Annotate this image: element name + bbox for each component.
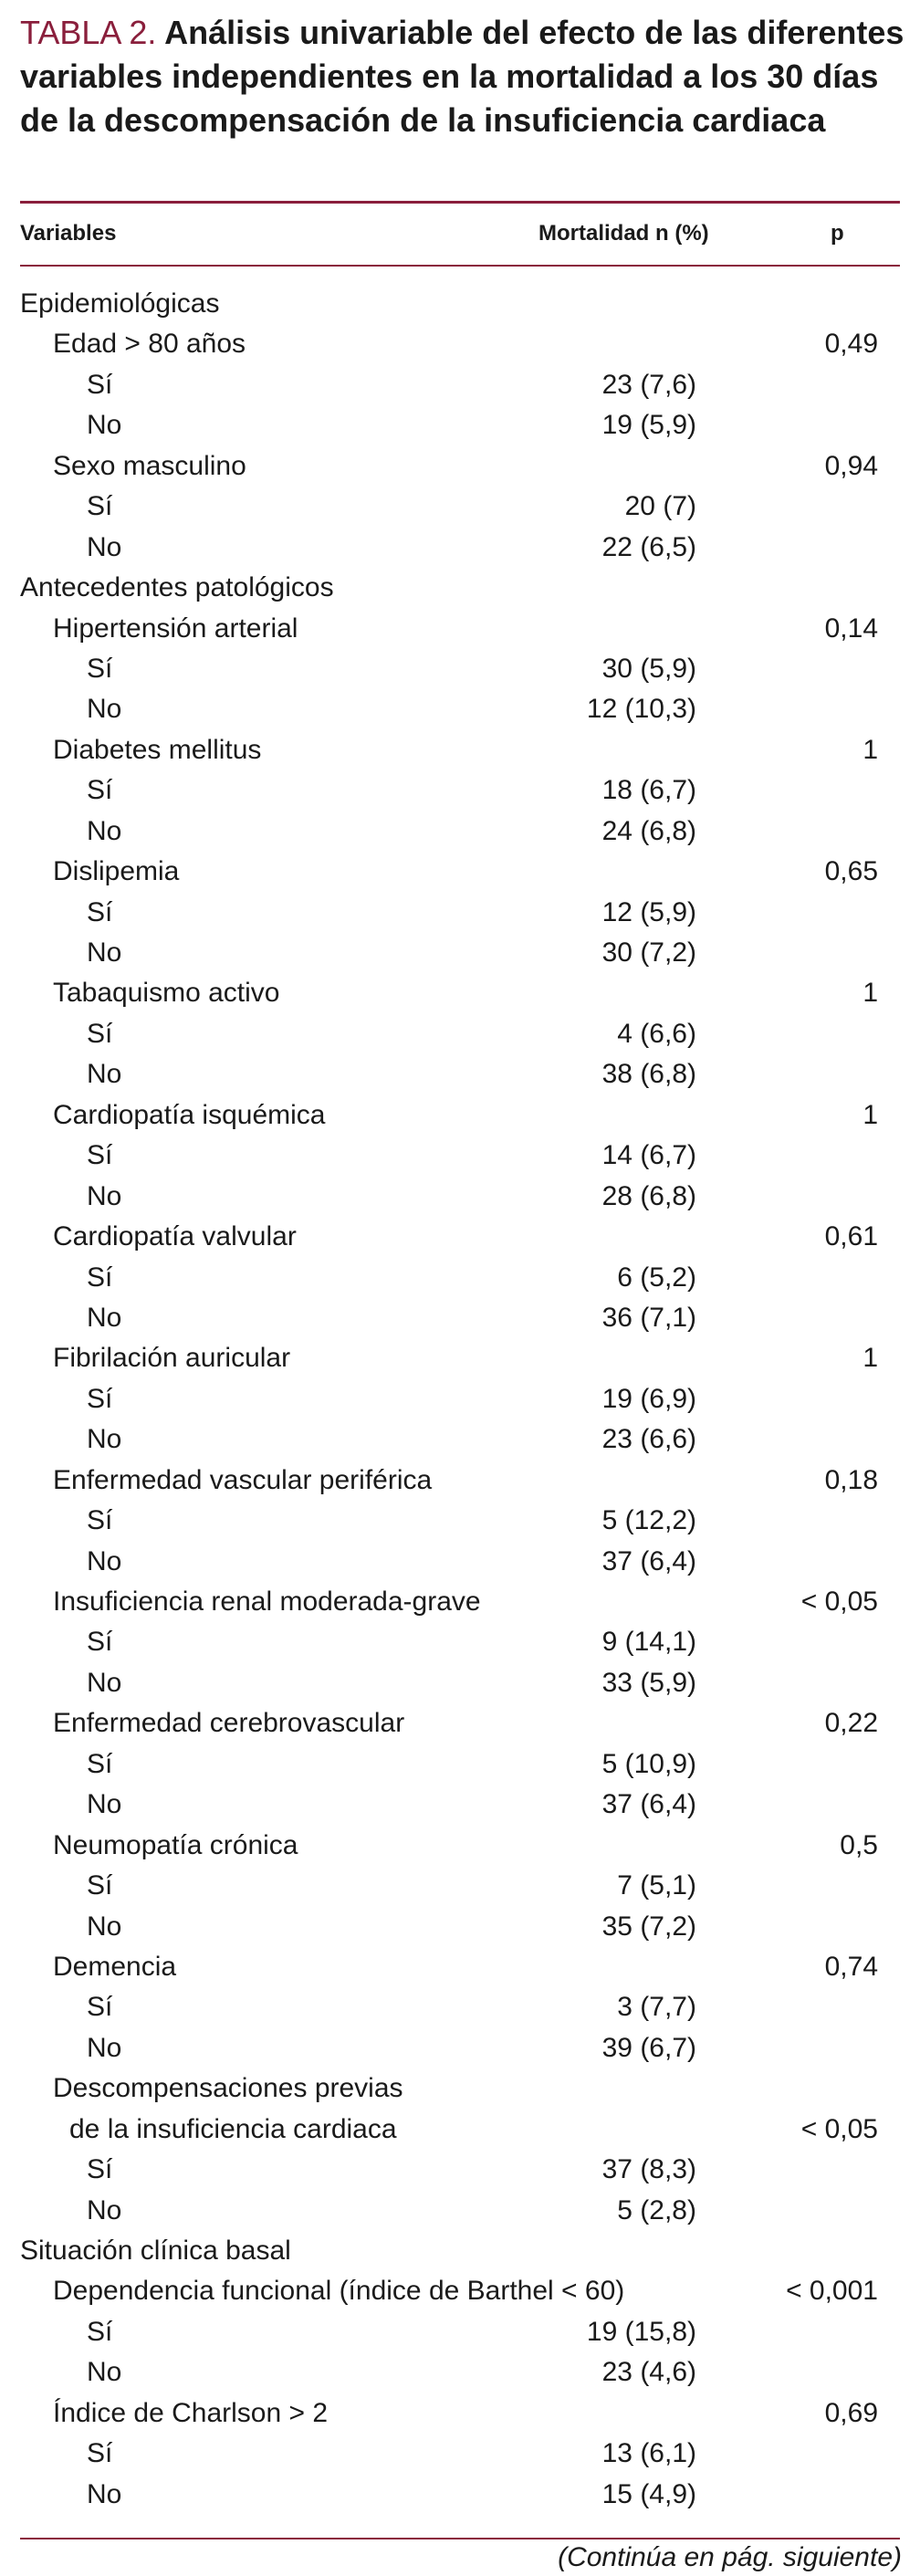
row-label: Sí — [87, 2154, 113, 2185]
row-label: No — [87, 2478, 122, 2509]
row-mortalidad: 37 (8,3) — [601, 2154, 696, 2185]
row-label: Sí — [87, 2438, 113, 2469]
row-p-value: 1 — [862, 978, 878, 1009]
table-row — [0, 1866, 920, 1906]
row-mortalidad: 9 (14,1) — [601, 1627, 696, 1658]
row-label: No — [87, 1302, 122, 1333]
table-row — [0, 1419, 920, 1460]
row-label: Antecedentes patológicos — [20, 572, 334, 603]
row-label: Sí — [87, 1383, 113, 1414]
row-p-value: 0,94 — [824, 450, 878, 481]
row-mortalidad: 19 (5,9) — [601, 410, 696, 441]
table-row — [0, 812, 920, 852]
row-mortalidad: 12 (5,9) — [601, 896, 696, 927]
table-row — [0, 893, 920, 933]
table-row — [0, 1136, 920, 1176]
row-mortalidad: 4 (6,6) — [617, 1018, 696, 1049]
row-label: Índice de Charlson > 2 — [53, 2397, 329, 2428]
row-mortalidad: 18 (6,7) — [601, 775, 696, 806]
table-row — [0, 1703, 920, 1744]
row-p-value: 0,49 — [824, 329, 878, 360]
row-p-value: < 0,001 — [786, 2276, 878, 2307]
row-p-value: 1 — [862, 1343, 878, 1374]
row-p-value: < 0,05 — [800, 1586, 878, 1617]
row-mortalidad: 5 (12,2) — [601, 1505, 696, 1536]
table-row — [0, 568, 920, 608]
table-row — [0, 2028, 920, 2068]
table-row — [0, 1826, 920, 1866]
row-p-value: < 0,05 — [800, 2113, 878, 2144]
row-label: No — [87, 1180, 122, 1211]
table-row — [0, 1987, 920, 2027]
row-label: Sí — [87, 491, 113, 522]
row-label: Sí — [87, 1140, 113, 1171]
table-row — [0, 2475, 920, 2515]
row-mortalidad: 23 (6,6) — [601, 1424, 696, 1455]
row-label: Cardiopatía valvular — [53, 1221, 297, 1252]
row-label: Sexo masculino — [53, 450, 246, 481]
row-label: No — [87, 1424, 122, 1455]
row-label: Sí — [87, 2316, 113, 2347]
table-row — [0, 1582, 920, 1622]
table-row — [0, 1907, 920, 1947]
row-label: Sí — [87, 896, 113, 927]
table-row — [0, 1622, 920, 1662]
table-row — [0, 2191, 920, 2231]
table-row — [0, 770, 920, 811]
table-caption: Análisis univariable del efecto de las diferentes variables independientes en la mortalidad a los 30 días de la descompensación de la insuficiencia cardiaca — [20, 14, 904, 139]
row-mortalidad: 37 (6,4) — [601, 1545, 696, 1576]
table-row — [0, 324, 920, 364]
table-row — [0, 446, 920, 487]
table-row — [0, 1542, 920, 1582]
row-label: Sí — [87, 1748, 113, 1779]
row-label: No — [87, 1911, 122, 1942]
table-row — [0, 730, 920, 770]
row-label: Tabaquismo activo — [53, 978, 280, 1009]
table-row — [0, 284, 920, 324]
row-label: No — [87, 410, 122, 441]
row-label: de la insuficiencia cardiaca — [69, 2113, 397, 2144]
table-row — [0, 2352, 920, 2393]
table-row — [0, 1663, 920, 1703]
row-label: Hipertensión arterial — [53, 613, 298, 644]
row-mortalidad: 38 (6,8) — [601, 1059, 696, 1090]
row-label: No — [87, 1545, 122, 1576]
row-mortalidad: 12 (10,3) — [586, 694, 696, 725]
row-label: Sí — [87, 1018, 113, 1049]
row-mortalidad: 30 (5,9) — [601, 653, 696, 684]
row-p-value: 0,69 — [824, 2397, 878, 2428]
row-mortalidad: 22 (6,5) — [601, 531, 696, 562]
row-p-value: 0,74 — [824, 1951, 878, 1982]
row-mortalidad: 5 (10,9) — [601, 1748, 696, 1779]
row-label: Edad > 80 años — [53, 329, 246, 360]
row-mortalidad: 24 (6,8) — [601, 815, 696, 846]
row-mortalidad: 3 (7,7) — [617, 1992, 696, 2023]
table-row — [0, 2068, 920, 2109]
row-mortalidad: 36 (7,1) — [601, 1302, 696, 1333]
row-p-value: 0,5 — [840, 1829, 878, 1860]
row-mortalidad: 23 (4,6) — [601, 2357, 696, 2388]
row-mortalidad: 13 (6,1) — [601, 2438, 696, 2469]
table-row — [0, 609, 920, 649]
row-mortalidad: 37 (6,4) — [601, 1789, 696, 1820]
row-label: No — [87, 937, 122, 968]
row-p-value: 0,18 — [824, 1464, 878, 1495]
table-row — [0, 933, 920, 973]
table-row — [0, 1014, 920, 1054]
row-label: Diabetes mellitus — [53, 734, 262, 765]
table-row — [0, 2312, 920, 2352]
header-variables: Variables — [20, 221, 117, 246]
row-label: Situación clínica basal — [20, 2236, 291, 2266]
row-p-value: 0,22 — [824, 1708, 878, 1739]
row-p-value: 1 — [862, 1099, 878, 1130]
table-row — [0, 2271, 920, 2311]
top-rule — [20, 201, 900, 204]
row-label: Fibrilación auricular — [53, 1343, 291, 1374]
table-row — [0, 649, 920, 689]
continuation-note: (Continúa en pág. siguiente) — [558, 2542, 902, 2572]
header-rule — [20, 265, 900, 267]
table-row — [0, 852, 920, 892]
row-label: Descompensaciones previas — [53, 2073, 403, 2104]
row-mortalidad: 20 (7) — [624, 491, 696, 522]
table-row — [0, 2110, 920, 2150]
row-label: Cardiopatía isquémica — [53, 1099, 326, 1130]
table-title — [20, 11, 905, 142]
table-row — [0, 1947, 920, 1987]
row-label: Enfermedad cerebrovascular — [53, 1708, 405, 1739]
table-row — [0, 2150, 920, 2190]
row-label: No — [87, 531, 122, 562]
header-mortalidad: Mortalidad n (%) — [538, 221, 709, 246]
table-body — [0, 284, 920, 2515]
table-row — [0, 2393, 920, 2434]
row-mortalidad: 7 (5,1) — [617, 1870, 696, 1901]
table-row — [0, 528, 920, 568]
header-p: p — [831, 221, 844, 246]
table-row — [0, 1744, 920, 1785]
table-row — [0, 1258, 920, 1298]
row-mortalidad: 5 (2,8) — [617, 2194, 696, 2225]
row-label: Neumopatía crónica — [53, 1829, 298, 1860]
row-label: No — [87, 1667, 122, 1698]
row-label: No — [87, 694, 122, 725]
row-mortalidad: 23 (7,6) — [601, 369, 696, 400]
row-label: Sí — [87, 1627, 113, 1658]
row-label: Sí — [87, 1992, 113, 2023]
table-row — [0, 1054, 920, 1094]
row-p-value: 0,61 — [824, 1221, 878, 1252]
row-label: Enfermedad vascular periférica — [53, 1464, 433, 1495]
row-label: No — [87, 2032, 122, 2063]
table-row — [0, 365, 920, 405]
table-row — [0, 405, 920, 445]
row-mortalidad: 28 (6,8) — [601, 1180, 696, 1211]
row-label: Epidemiológicas — [20, 288, 220, 319]
row-label: Sí — [87, 775, 113, 806]
row-p-value: 0,65 — [824, 856, 878, 887]
row-label: Sí — [87, 1870, 113, 1901]
row-mortalidad: 33 (5,9) — [601, 1667, 696, 1698]
table-row — [0, 1461, 920, 1501]
table-row — [0, 1338, 920, 1378]
row-mortalidad: 39 (6,7) — [601, 2032, 696, 2063]
row-label: Dependencia funcional (índice de Barthel < 60) — [53, 2276, 625, 2307]
row-label: Dislipemia — [53, 856, 180, 887]
row-label: No — [87, 2194, 122, 2225]
row-label: No — [87, 1789, 122, 1820]
table-number: TABLA 2. — [20, 14, 157, 51]
table-row — [0, 2231, 920, 2271]
row-p-value: 1 — [862, 734, 878, 765]
table-row — [0, 2434, 920, 2474]
table-row — [0, 1095, 920, 1136]
row-mortalidad: 30 (7,2) — [601, 937, 696, 968]
row-label: Sí — [87, 1505, 113, 1536]
row-mortalidad: 14 (6,7) — [601, 1140, 696, 1171]
row-mortalidad: 15 (4,9) — [601, 2478, 696, 2509]
row-mortalidad: 6 (5,2) — [617, 1262, 696, 1293]
table-row — [0, 973, 920, 1013]
table-row — [0, 487, 920, 527]
row-label: Demencia — [53, 1951, 177, 1982]
table-row — [0, 1785, 920, 1825]
table-row — [0, 1501, 920, 1541]
row-mortalidad: 19 (6,9) — [601, 1383, 696, 1414]
row-label: Insuficiencia renal moderada-grave — [53, 1586, 481, 1617]
table-row — [0, 1217, 920, 1257]
row-label: No — [87, 815, 122, 846]
table-row — [0, 1298, 920, 1338]
table-row — [0, 1379, 920, 1419]
table-row — [0, 1177, 920, 1217]
row-label: Sí — [87, 1262, 113, 1293]
row-label: Sí — [87, 369, 113, 400]
row-label: No — [87, 1059, 122, 1090]
row-label: Sí — [87, 653, 113, 684]
row-mortalidad: 19 (15,8) — [586, 2316, 696, 2347]
row-label: No — [87, 2357, 122, 2388]
table-row — [0, 689, 920, 729]
row-p-value: 0,14 — [824, 613, 878, 644]
row-mortalidad: 35 (7,2) — [601, 1911, 696, 1942]
